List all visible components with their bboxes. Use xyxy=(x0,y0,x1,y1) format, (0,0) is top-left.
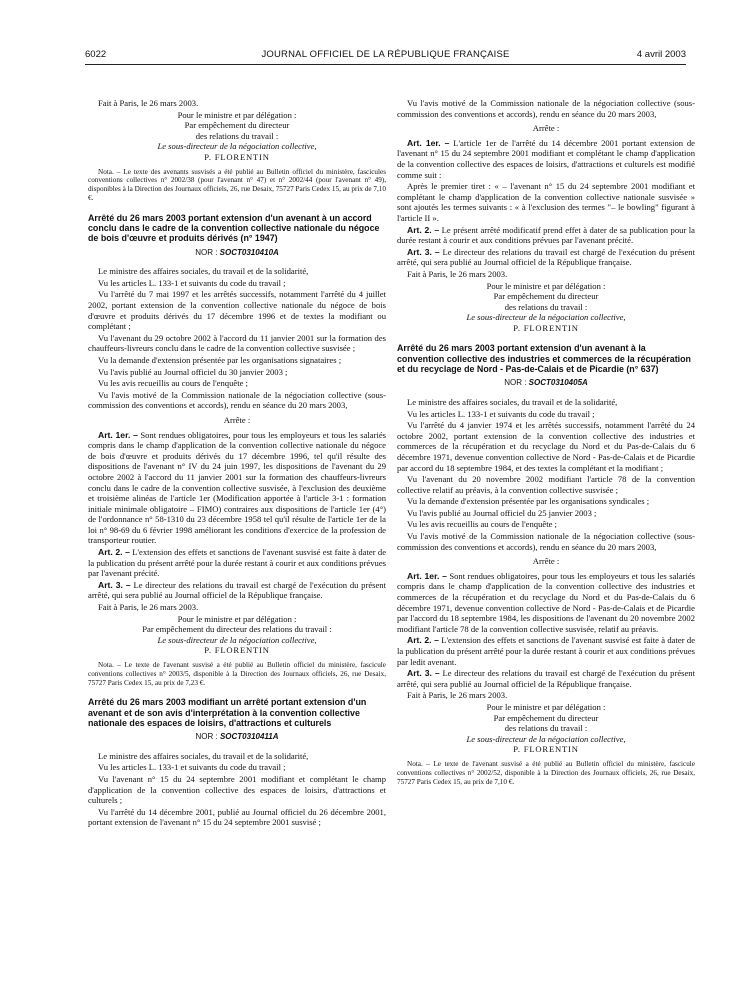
signature-line: Par empêchement du directeur xyxy=(493,712,599,723)
preamble-paragraph: Vu la demande d'extension présentée par les organisations syndicales ; xyxy=(407,496,650,507)
nor-code: SOCT0310411A xyxy=(219,732,279,742)
right-column xyxy=(397,98,695,796)
article-label: Art. 3. – xyxy=(407,246,440,257)
signature-line: Pour le ministre et par délégation : xyxy=(486,280,606,291)
preamble-paragraph: Vu l'avis motivé de la Commission nationale de la négociation collective (sous-commission des conventions et accords), rendu en séance du 20 mars 2003, xyxy=(88,389,386,411)
article-label: Art. 1er. – xyxy=(407,137,450,148)
signature-line: Pour le ministre et par délégation : xyxy=(177,613,297,624)
article-label: Art. 2. – xyxy=(407,224,440,235)
preamble-paragraph: Vu l'avenant du 20 novembre 2002 modifiant l'article 78 de la convention collective relatif au préavis, à la convention collective susvisée ; xyxy=(397,474,695,495)
signatory-title: Le sous-directeur de la négociation collective, xyxy=(466,733,626,744)
preamble-paragraph: Vu l'arrêté du 4 janvier 1974 et les arrêtés successifs, notamment l'arrêté du 24 octobre 2002, portant extension de la convention collective des industries et commerces de la récupération et du recyclage du Nord et du Pas-de-Calais du 6 décembre 1971, devenue convention collective de Nord - Pas-de-Calais et de Picardie par accord du 18 septembre 1984, et des textes la complétant et la modifiant ; xyxy=(397,420,695,473)
article-label: Art. 3. – xyxy=(98,579,131,590)
preamble-paragraph: Vu l'avis motivé de la Commission nationale de la négociation collective (sous-commission des conventions et accords), rendu en séance du 20 mars 2003, xyxy=(397,98,695,119)
signature-place: Fait à Paris, le 26 mars 2003. xyxy=(407,690,508,701)
signature-line: des relations du travail : xyxy=(504,723,588,734)
signature-place: Fait à Paris, le 26 mars 2003. xyxy=(98,602,199,613)
signature-line: Pour le ministre et par délégation : xyxy=(177,109,297,120)
nor-code: SOCT0310405A xyxy=(528,378,588,388)
article-1 xyxy=(397,138,695,180)
nor-reference xyxy=(88,732,386,743)
article-label: Art. 2. – xyxy=(98,547,130,558)
article-label: Art. 3. – xyxy=(407,668,440,679)
preamble-paragraph: Vu les articles L. 133-1 et suivants du code du travail ; xyxy=(98,277,286,288)
signatory-title: Le sous-directeur de la négociation collective, xyxy=(157,634,317,645)
preamble-paragraph: Vu les articles L. 133-1 et suivants du code du travail ; xyxy=(98,762,286,773)
preamble-paragraph: Vu les avis recueillis au cours de l'enquête ; xyxy=(407,519,557,530)
nor-reference xyxy=(397,378,695,389)
preamble-paragraph: Vu l'avis motivé de la Commission nationale de la négociation collective (sous-commission des conventions et accords), rendu en séance du 20 mars 2003, xyxy=(397,531,695,552)
article-2 xyxy=(397,225,695,246)
signatory-name: P. FLORENTIN xyxy=(513,322,579,333)
preamble-paragraph: Vu l'avenant n° 15 du 24 septembre 2001 modifiant et complétant le champ d'application de la convention collective des espaces de loisirs, d'attractions et culturels ; xyxy=(88,774,386,806)
article-text: Le directeur des relations du travail est chargé de l'exécution du présent arrêté, qui sera publié au Journal officiel de la République française. xyxy=(397,246,695,268)
preamble-paragraph: Le ministre des affaires sociales, du travail et de la solidarité, xyxy=(407,396,618,407)
signature-line: Par empêchement du directeur xyxy=(493,291,599,302)
signatory-title: Le sous-directeur de la négociation collective, xyxy=(157,141,317,152)
nota-text: Nota. – Le texte des avenants susvisés a été publié au Bulletin officiel du ministère, fascicules conventions collectives n° 2002/38 (pour l'avenant n° 47) et n° 2002/44 (pour l'avenant n° 49), disponibles à la Direction des Journaux officiels, 26, rue Desaix, 75727 Paris Cedex 15, au prix de 7,10 €. xyxy=(88,167,386,202)
preamble-paragraph: Vu l'avenant du 29 octobre 2002 à l'accord du 11 janvier 2001 sur la formation des chauffeurs-livreurs conclu dans le cadre de la convention collective susvisée ; xyxy=(88,332,386,354)
signatory-title: Le sous-directeur de la négociation collective, xyxy=(466,312,626,323)
nor-label: NOR : xyxy=(195,247,218,257)
preamble-paragraph: Le ministre des affaires sociales, du travail et de la solidarité, xyxy=(98,750,309,761)
signatory-name: P. FLORENTIN xyxy=(204,151,270,162)
signature-place: Fait à Paris, le 26 mars 2003. xyxy=(407,268,508,279)
article-2 xyxy=(88,547,386,579)
preamble-paragraph: Vu l'arrêté du 7 mai 1997 et les arrêtés successifs, notamment l'arrêté du 4 juillet 2002, portant extension de la convention collective nationale du négoce de bois d'œuvre et produits dérivés du 17 décembre 1996 et de textes la modifiant ou complétant ; xyxy=(88,289,386,332)
preamble-paragraph: Vu la demande d'extension présentée par les organisations signataires ; xyxy=(98,354,342,365)
article-3 xyxy=(397,247,695,268)
article-text: L'article 1er de l'arrêté du 14 décembre 2001 portant extension de l'avenant n° 15 du 24 septembre 2001 modifiant et complétant le champ d'application de la convention collective des espaces de loisirs, d'attractions et culturels est modifié comme suit : xyxy=(397,137,695,180)
signature-line: des relations du travail : xyxy=(195,130,279,141)
article-text: Le directeur des relations du travail est chargé de l'exécution du présent arrêté, qui sera publié au Journal officiel de la République française. xyxy=(88,579,386,601)
nota-text: Nota. – Le texte de l'avenant susvisé a été publié au Bulletin officiel du ministère, fascicule conventions collectives n° 2003/5, disponible à la Direction des Journaux officiels, 26, rue Desaix, 75727 Paris Cedex 15, au prix de 7,23 €. xyxy=(88,661,386,687)
signature-place: Fait à Paris, le 26 mars 2003. xyxy=(98,98,199,108)
article-1 xyxy=(88,430,386,547)
article-text: L'extension des effets et sanctions de l'avenant susvisé est faite à dater de la publication du présent arrêté pour la durée restant à courir et aux conditions prévues par ledit avenant. xyxy=(397,635,696,667)
journal-title: JOURNAL OFFICIEL DE LA RÉPUBLIQUE FRANÇAISE xyxy=(261,49,510,60)
decree-title: Arrêté du 26 mars 2003 portant extension d'un avenant à la convention collective des industries et commerces de la récupération et du recyclage de Nord - Pas-de-Calais et de Picardie (n° 637) xyxy=(397,343,691,375)
signature-line: des relations du travail : xyxy=(504,301,588,312)
nor-code: SOCT0310410A xyxy=(219,247,279,257)
nor-label: NOR : xyxy=(504,378,527,388)
preamble-paragraph: Le ministre des affaires sociales, du travail et de la solidarité, xyxy=(98,266,309,277)
article-text: Sont rendues obligatoires, pour tous les employeurs et tous les salariés compris dans le champ d'application de la convention collective des industries et commerces de la récupération et du recyclage du Nord et du Pas-de-Calais du 6 décembre 1971, devenue convention collective de Nord - Pas-de-Calais et de Picardie par l'accord du 18 septembre 1984, les dispositions de l'avenant du 20 novembre 2002 modifiant l'article 78 de la convention collective susvisée, relatif au préavis. xyxy=(397,570,696,634)
article-1 xyxy=(397,571,695,635)
signature-line: Pour le ministre et par délégation : xyxy=(486,701,606,712)
preamble-paragraph: Vu l'avis publié au Journal officiel du 25 janvier 2003 ; xyxy=(407,507,597,518)
article-text: Sont rendues obligatoires, pour tous les employeurs et tous les salariés compris dans le champ d'application de la convention collective nationale du négoce de bois d'œuvre et produits dérivés du 17 décembre 1996, tel qu'il résulte des dispositions de l'avenant n° IV du 24 juin 1997, les dispositions de l'avenant du 29 octobre 2002 à l'accord du 11 janvier 2001 sur la formation des chauffeurs-livreurs conclu dans le cadre de la convention collective susvisée, à l'exclusion des deuxième et troisième alinéas de l'article 1er (Modification apportée à l'article 3-1 : formation initiale minimale obligatoire – FIMO) contraires aux dispositions de l'article 1er (4°) de l'ordonnance n° 58-1310 du 23 décembre 1958 tel qu'il résulte de l'article 1er de la loi n° 98-69 du 6 février 1998 améliorant les conditions d'exercice de la profession de transporteur routier. xyxy=(88,429,387,546)
arrete-heading: Arrête : xyxy=(223,414,251,425)
preamble-paragraph: Vu les articles L. 133-1 et suivants du code du travail ; xyxy=(407,408,595,419)
preamble-paragraph: Vu l'avis publié au Journal officiel du 30 janvier 2003 ; xyxy=(98,366,288,377)
page-number: 6022 xyxy=(85,49,107,60)
article-3 xyxy=(397,668,695,689)
article-text: Le directeur des relations du travail est chargé de l'exécution du présent arrêté, qui sera publié au Journal officiel de la République française. xyxy=(397,668,695,689)
nota-text: Nota. – Le texte de l'avenant susvisé a été publié au Bulletin officiel du ministère, fascicule conventions collectives n° 2002/52, disponible à la Direction des Journaux officiels, 26, rue Desaix, 75727 Paris Cedex 15, au prix de 7,10 €. xyxy=(397,759,695,786)
preamble-paragraph: Vu les avis recueillis au cours de l'enquête ; xyxy=(98,378,248,389)
article-label: Art. 1er. – xyxy=(98,429,138,440)
article-label: Art. 2. – xyxy=(407,635,439,646)
decree-title: Arrêté du 26 mars 2003 portant extension d'un avenant à un accord conclu dans le cadre de la convention collective nationale du négoce de bois d'œuvre et produits dérivés (n° 1947) xyxy=(88,212,380,244)
article-text: L'extension des effets et sanctions de l'avenant susvisé est faite à dater de la publication du présent arrêté pour la durée restant à courir et aux conditions prévues par l'avenant précité. xyxy=(88,547,387,579)
signatory-name: P. FLORENTIN xyxy=(204,645,270,656)
article-3 xyxy=(88,580,386,601)
nor-reference xyxy=(88,248,386,259)
nor-label: NOR : xyxy=(195,732,218,742)
article-label: Art. 1er. – xyxy=(407,570,447,581)
article-1-continued: Après le premier tiret : « – l'avenant n° 15 du 24 septembre 2001 modifiant et complétant le champ d'application de la convention collective nationale susvisée » sont ajoutés les termes suivants : « à l'exclusion des termes "– le bowling" figurant à l'article II ». xyxy=(397,181,695,223)
issue-date: 4 avril 2003 xyxy=(636,49,686,60)
arrete-heading: Arrête : xyxy=(532,556,560,567)
page-header xyxy=(85,46,686,65)
signature-line: Par empêchement du directeur xyxy=(184,120,290,131)
decree-title: Arrêté du 26 mars 2003 modifiant un arrêté portant extension d'un avenant et de son avis d'interprétation à la convention collective nationale des espaces de loisirs, d'attractions et culturels xyxy=(88,697,367,728)
signature-line: Par empêchement du directeur des relations du travail : xyxy=(142,624,332,635)
left-column xyxy=(88,98,386,829)
preamble-paragraph: Vu l'arrêté du 14 décembre 2001, publié au Journal officiel du 26 décembre 2001, portant extension de l'avenant n° 15 du 24 septembre 2001 susvisé ; xyxy=(88,806,386,828)
article-2 xyxy=(397,635,695,667)
signatory-name: P. FLORENTIN xyxy=(513,744,579,755)
arrete-heading: Arrête : xyxy=(532,123,560,134)
article-text: Le présent arrêté modificatif prend effet à dater de sa publication pour la durée restant à courir et aux conditions prévues par l'avenant précité. xyxy=(397,224,695,246)
